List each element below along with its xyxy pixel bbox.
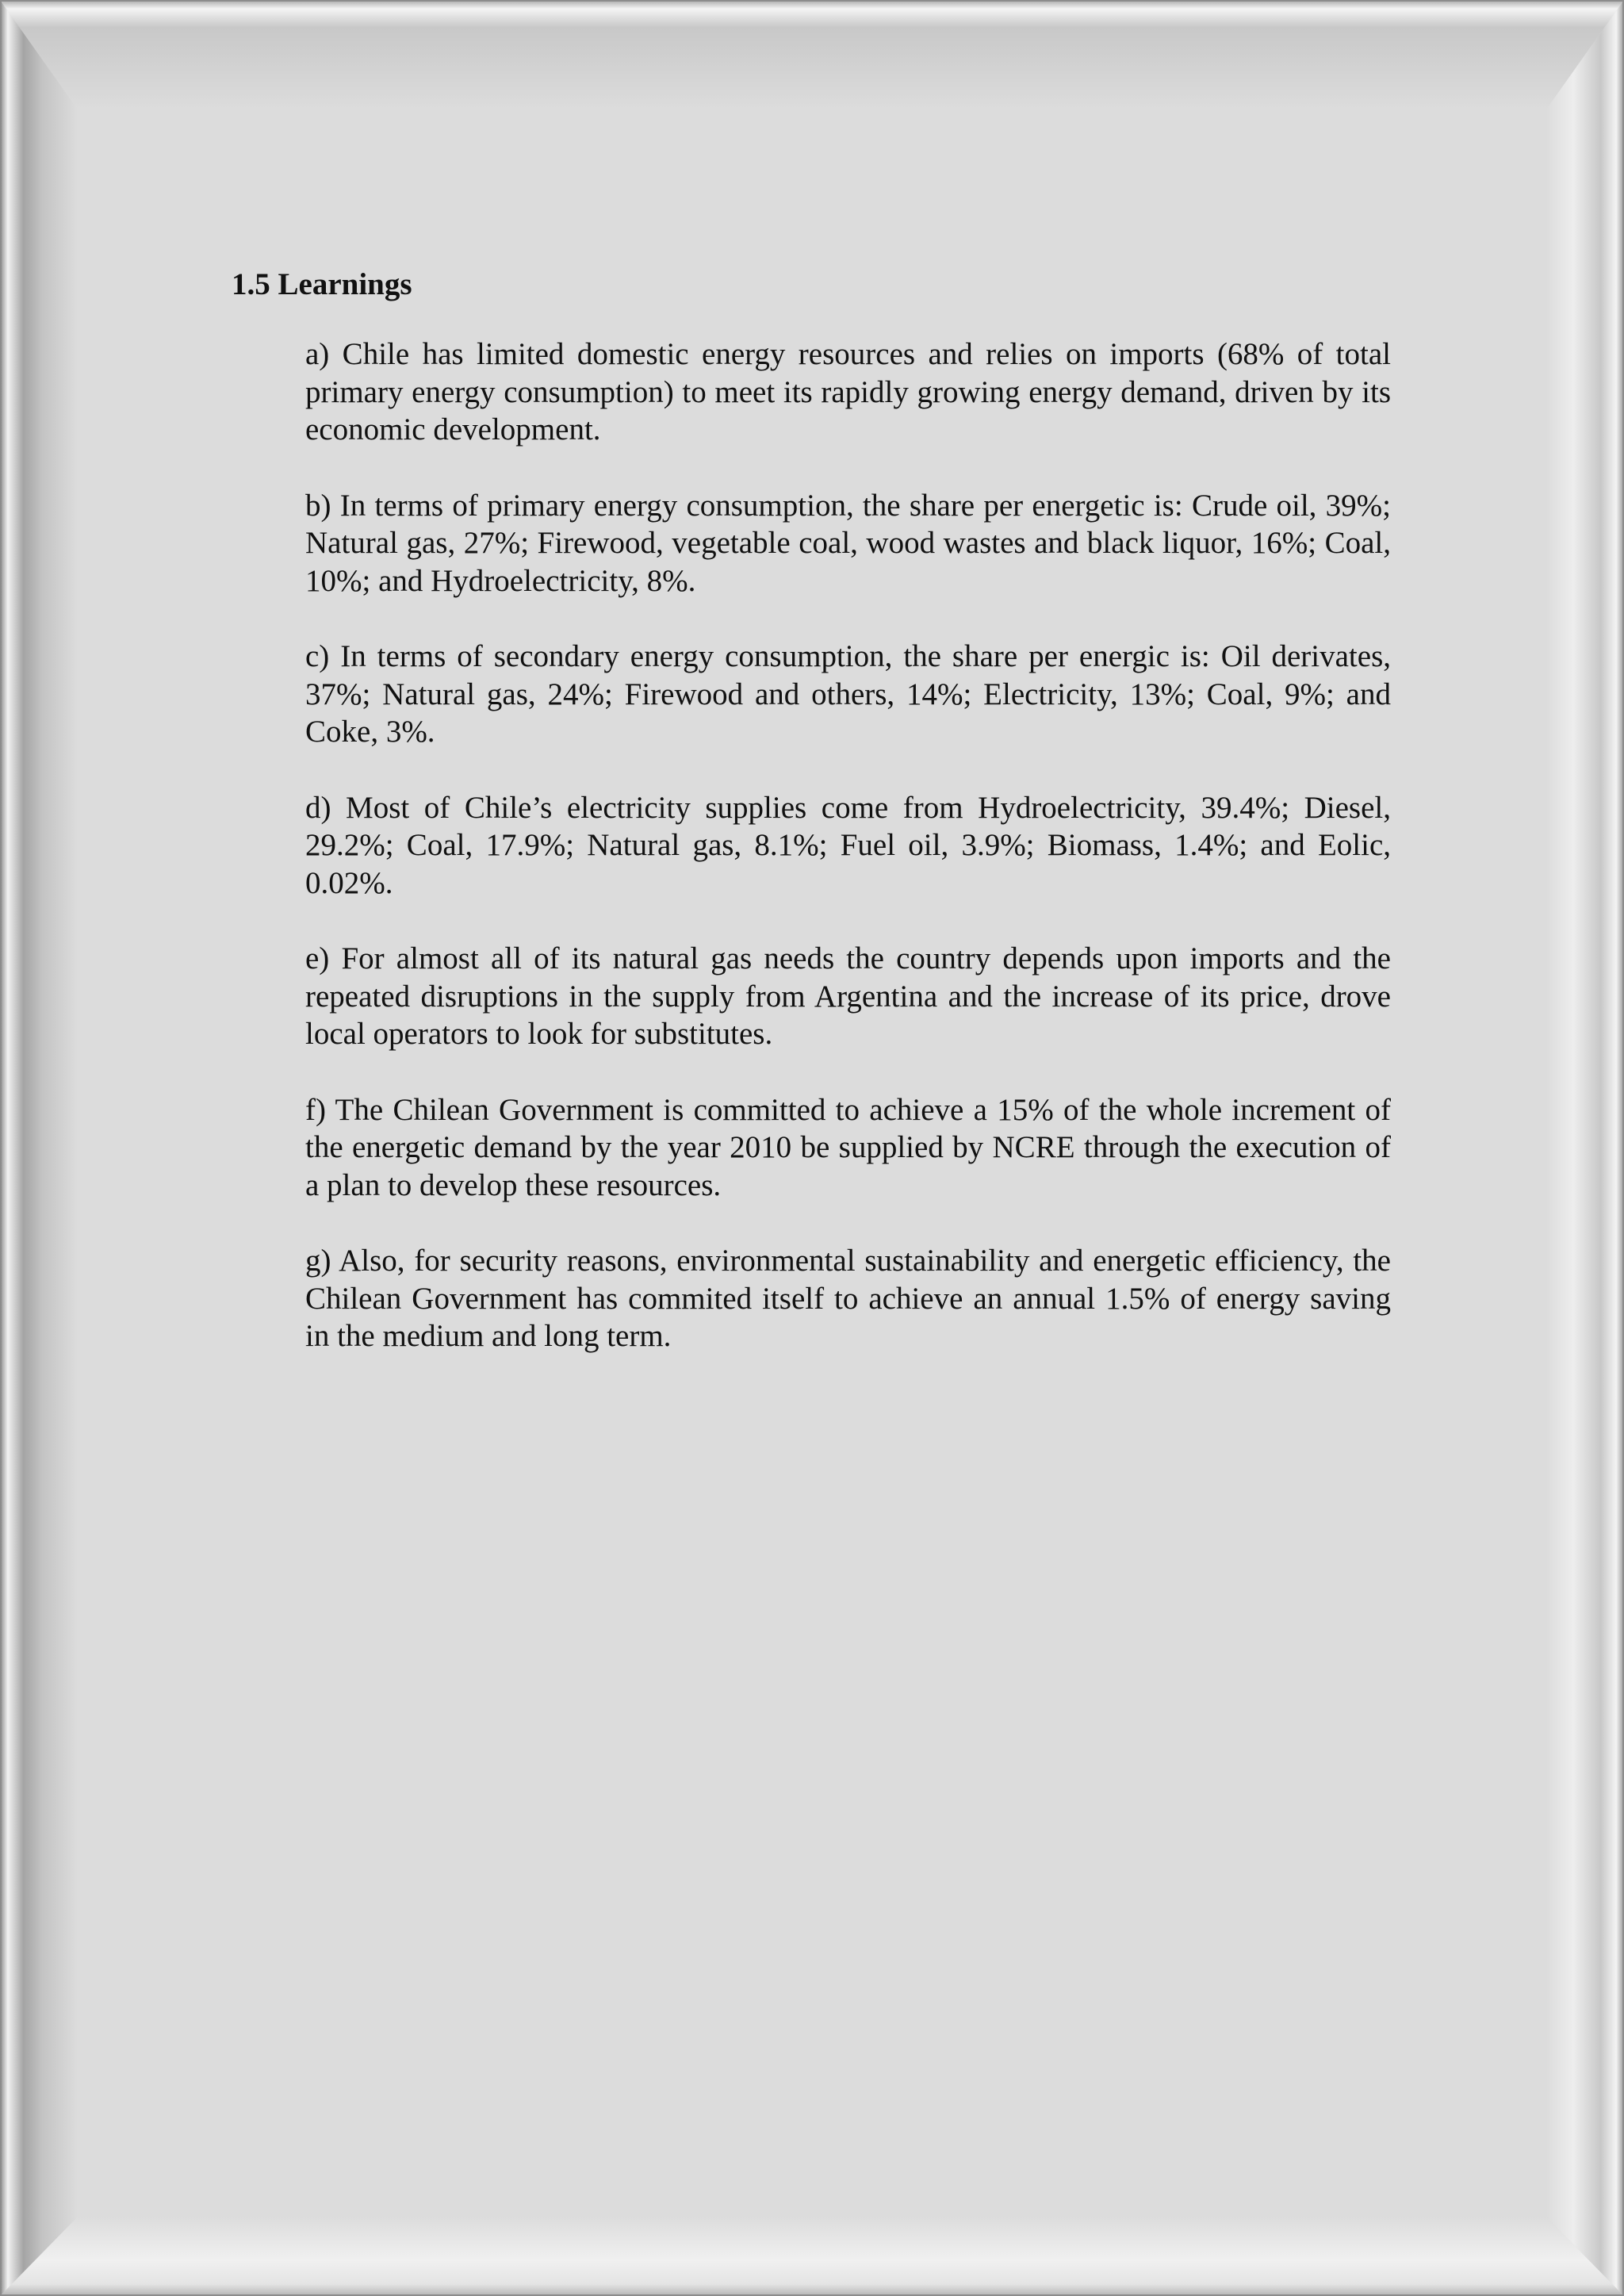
learning-item-e: e) For almost all of its natural gas needs the country depends upon imports and the repeated disruptions in the supply from Argentina and the increase of its price, drove local operators to look for substitutes. bbox=[305, 941, 1391, 1051]
learning-item-a: a) Chile has limited domestic energy resources and relies on imports (68% of total primary energy consumption) to meet its rapidly growing energy demand, driven by its economic development. bbox=[305, 337, 1391, 447]
document-body bbox=[232, 266, 1391, 1393]
learning-item-g: g) Also, for security reasons, environmental sustainability and energetic efficiency, the Chilean Government has commited itself to achieve an annual 1.5% of energy saving in the medium and long term. bbox=[305, 1244, 1391, 1353]
section-title: 1.5 Learnings bbox=[232, 267, 412, 301]
learnings-list bbox=[305, 335, 1391, 1355]
learning-item-c: c) In terms of secondary energy consumption, the share per energic is: Oil derivates, 37%; Natural gas, 24%; Firewood and others, 14%; Electricity, 13%; Coal, 9%; and Coke, 3%. bbox=[305, 639, 1391, 749]
learning-item-f: f) The Chilean Government is committed to achieve a 15% of the whole increment of the energetic demand by the year 2010 be supplied by NCRE through the execution of a plan to develop these resources. bbox=[305, 1092, 1391, 1202]
learning-item-d: d) Most of Chile’s electricity supplies come from Hydroelectricity, 39.4%; Diesel, 29.2%; Coal, 17.9%; Natural gas, 8.1%; Fuel oil, 3.9%; Biomass, 1.4%; and Eolic, 0.02%. bbox=[305, 790, 1391, 900]
learning-item-b: b) In terms of primary energy consumption, the share per energetic is: Crude oil, 39%; Natural gas, 27%; Firewood, vegetable coal, wood wastes and black liquor, 16%; Coal, 10%; and Hydroelectricity, 8%. bbox=[305, 488, 1391, 598]
